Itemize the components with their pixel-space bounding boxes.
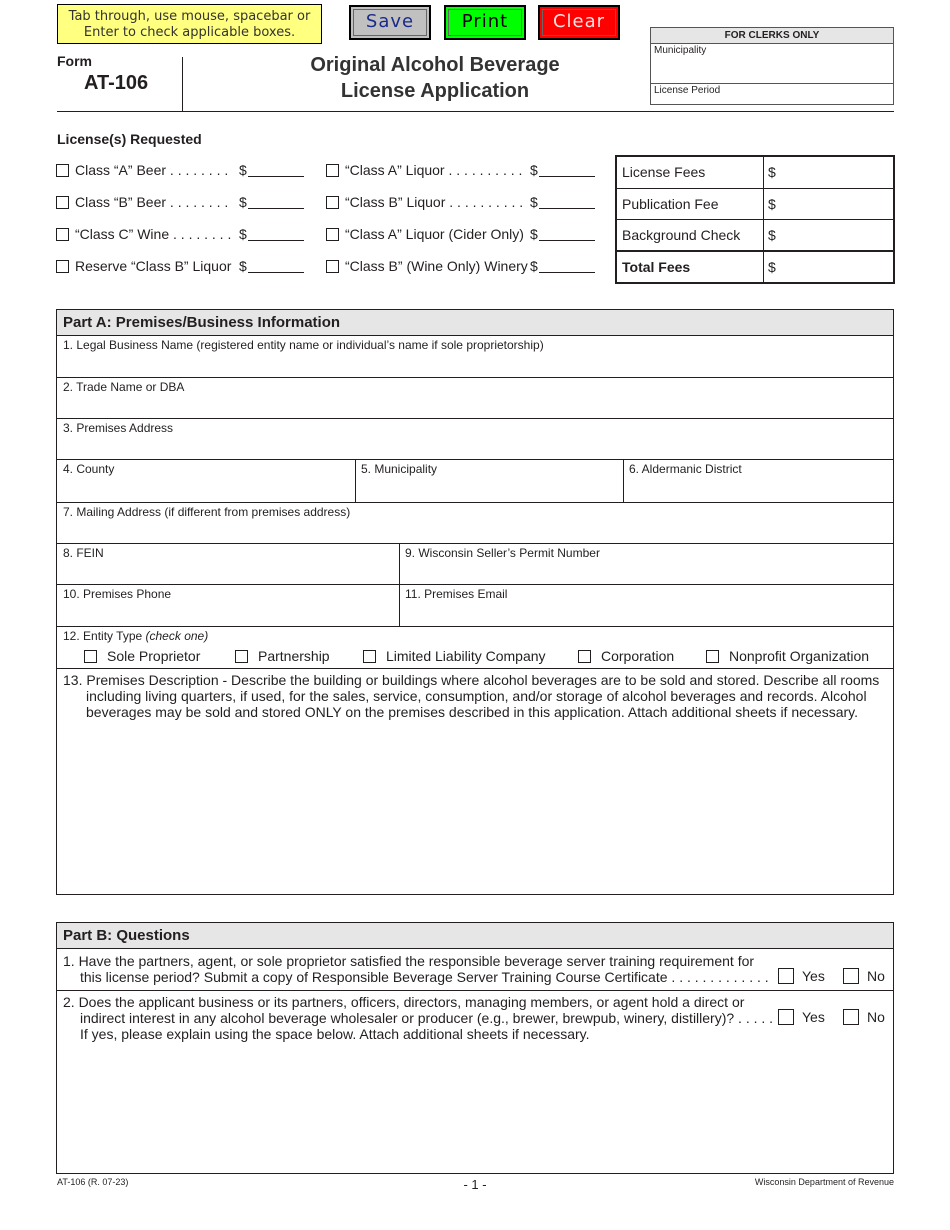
entity-corporation: [578, 648, 674, 664]
premises-description-line-2: including living quarters, if used, for the sales, service, consumption, and/or storage of alcohol beverages and records. Alcohol: [86, 688, 867, 704]
page-title: [260, 52, 610, 104]
county-label: 4. County: [63, 462, 115, 476]
print-button-label: Print: [461, 11, 509, 32]
class-b-beer-checkbox[interactable]: [56, 196, 69, 209]
premises-description-line-3: beverages may be sold and stored ONLY on the premises described in this application. Attach additional sheets if necessary.: [86, 704, 858, 720]
aldermanic-district-label: 6. Aldermanic District: [629, 462, 742, 476]
question-1-no-checkbox[interactable]: [843, 968, 859, 984]
clerks-only-box: [650, 27, 894, 105]
footer-revision: AT-106 (R. 07-23): [57, 1177, 129, 1187]
form-number: AT-106: [84, 72, 149, 94]
license-class-a-beer: [56, 162, 304, 178]
currency-symbol: $: [239, 226, 247, 242]
license-class-b-liquor: [326, 194, 595, 210]
question-2-yes-label: Yes: [802, 1009, 825, 1025]
class-a-liquor-cider-amount[interactable]: [539, 227, 595, 241]
publication-fee-amount[interactable]: $: [768, 196, 776, 212]
premises-description-line-1: 13. Premises Description - Describe the building or buildings where alcohol beverages are to be sold and stored. Describe all rooms: [63, 672, 880, 688]
background-check-amount[interactable]: $: [768, 227, 776, 243]
premises-phone-field[interactable]: [57, 585, 399, 627]
clear-button[interactable]: [538, 5, 620, 40]
llc-label: Limited Liability Company: [386, 648, 546, 664]
class-a-beer-amount[interactable]: [248, 163, 304, 177]
premises-email-label: 11. Premises Email: [405, 587, 508, 601]
mailing-address-label: 7. Mailing Address (if different from premises address): [63, 505, 351, 519]
reserve-class-b-liquor-label: Reserve “Class B” Liquor: [75, 258, 232, 274]
corporation-label: Corporation: [601, 648, 675, 664]
licenses-heading: License(s) Requested: [57, 131, 202, 147]
question-1-line-1: 1. Have the partners, agent, or sole proprietor satisfied the responsible beverage server training requirement for: [63, 953, 755, 969]
background-check-label: Background Check: [622, 227, 741, 243]
mailing-address-field[interactable]: [57, 503, 893, 544]
title-line-2: License Application: [340, 80, 530, 102]
clerk-license-period-label: License Period: [654, 85, 721, 96]
class-b-liquor-label: “Class B” Liquor . . . . . . . . . .: [345, 194, 524, 210]
class-a-liquor-cider-checkbox[interactable]: [326, 228, 339, 241]
class-b-wine-winery-amount[interactable]: [539, 259, 595, 273]
class-a-liquor-checkbox[interactable]: [326, 164, 339, 177]
reserve-class-b-liquor-amount[interactable]: [248, 259, 304, 273]
municipality-label: 5. Municipality: [361, 462, 438, 476]
premises-email-field[interactable]: [399, 585, 893, 627]
print-button[interactable]: [444, 5, 526, 40]
fein-field[interactable]: [57, 544, 399, 585]
header-divider: [182, 57, 183, 112]
background-check-row: [617, 220, 893, 252]
license-fees-label: License Fees: [622, 164, 706, 180]
license-reserve-class-b-liquor: [56, 258, 304, 274]
clerk-municipality-label: Municipality: [654, 45, 707, 56]
instructions-tip: Tab through, use mouse, spacebar or Enter to check applicable boxes.: [57, 4, 322, 44]
question-2-text: [63, 994, 773, 1042]
question-1-line-2: this license period? Submit a copy of Responsible Beverage Server Training Course Certificate . . . . . . . . . . . . .: [80, 969, 769, 985]
license-fees-row: [617, 157, 893, 189]
part-a-section: [56, 309, 894, 895]
currency-symbol: $: [239, 162, 247, 178]
clerks-only-heading: FOR CLERKS ONLY: [651, 28, 893, 44]
save-button-label: Save: [365, 11, 415, 32]
question-2-no-checkbox[interactable]: [843, 1009, 859, 1025]
trade-name-label: 2. Trade Name or DBA: [63, 380, 185, 394]
class-a-liquor-cider-label: “Class A” Liquor (Cider Only): [345, 226, 524, 242]
footer-page-number: - 1 -: [463, 1177, 487, 1192]
question-2-explanation-area[interactable]: [57, 1045, 893, 1173]
total-fees-amount[interactable]: $: [768, 259, 776, 275]
fees-table: [615, 155, 895, 284]
part-a-heading: Part A: Premises/Business Information: [57, 310, 893, 336]
license-class-b-beer: [56, 194, 304, 210]
question-1-yes: [778, 968, 825, 984]
legal-business-name-label: 1. Legal Business Name (registered entity name or individual’s name if sole proprietorship): [63, 338, 544, 352]
class-b-liquor-amount[interactable]: [539, 195, 595, 209]
publication-fee-label: Publication Fee: [622, 196, 719, 212]
currency-symbol: $: [239, 258, 247, 274]
trade-name-field[interactable]: [57, 378, 893, 419]
llc-checkbox[interactable]: [363, 650, 376, 663]
part-b-heading: Part B: Questions: [57, 923, 893, 949]
license-class-a-liquor: [326, 162, 595, 178]
question-2-yes: [778, 1009, 825, 1025]
question-1-no-label: No: [867, 968, 885, 984]
question-1-yes-checkbox[interactable]: [778, 968, 794, 984]
clerk-license-period-field[interactable]: [651, 84, 893, 104]
currency-symbol: $: [530, 258, 538, 274]
question-1-no: [843, 968, 885, 984]
total-fees-label: Total Fees: [622, 259, 691, 275]
entity-nonprofit: [706, 648, 869, 664]
currency-symbol: $: [239, 194, 247, 210]
premises-description-field[interactable]: [63, 672, 889, 720]
entity-llc: [363, 648, 546, 664]
question-2-line-3: If yes, please explain using the space below. Attach additional sheets if necessary.: [80, 1026, 590, 1042]
partnership-checkbox[interactable]: [235, 650, 248, 663]
entity-partnership: [235, 648, 330, 664]
premises-phone-label: 10. Premises Phone: [63, 587, 172, 601]
municipality-field[interactable]: [355, 460, 623, 503]
class-a-beer-label: Class “A” Beer . . . . . . . .: [75, 162, 229, 178]
class-b-liquor-checkbox[interactable]: [326, 196, 339, 209]
partnership-label: Partnership: [258, 648, 330, 664]
publication-fee-row: [617, 189, 893, 220]
county-field[interactable]: [57, 460, 355, 503]
clerk-municipality-field[interactable]: [651, 44, 893, 84]
license-class-b-wine-winery: [326, 258, 595, 274]
footer-agency: Wisconsin Department of Revenue: [754, 1177, 894, 1187]
currency-symbol: $: [530, 162, 538, 178]
save-button[interactable]: [349, 5, 431, 40]
class-c-wine-label: “Class C” Wine . . . . . . . .: [75, 226, 232, 242]
clear-button-label: Clear: [552, 11, 606, 32]
question-1-yes-label: Yes: [802, 968, 825, 984]
total-fees-row: [617, 252, 893, 282]
corporation-checkbox[interactable]: [578, 650, 591, 663]
title-line-1: Original Alcohol Beverage: [310, 54, 560, 76]
currency-symbol: $: [530, 226, 538, 242]
class-a-beer-checkbox[interactable]: [56, 164, 69, 177]
license-fees-amount[interactable]: $: [768, 164, 776, 180]
class-c-wine-amount[interactable]: [248, 227, 304, 241]
entity-type-label: 12. Entity Type: [63, 629, 143, 643]
nonprofit-label: Nonprofit Organization: [729, 648, 870, 664]
license-class-c-wine: [56, 226, 304, 242]
class-b-beer-amount[interactable]: [248, 195, 304, 209]
fein-label: 8. FEIN: [63, 546, 104, 560]
sellers-permit-label: 9. Wisconsin Seller’s Permit Number: [405, 546, 600, 560]
aldermanic-district-field[interactable]: [623, 460, 893, 503]
sole-proprietor-checkbox[interactable]: [84, 650, 97, 663]
part-b-section: [56, 922, 894, 1174]
header-rule: [57, 111, 894, 112]
legal-business-name-field[interactable]: [57, 336, 893, 378]
question-2-line-1: 2. Does the applicant business or its partners, officers, directors, managing members, or agent hold a direct or: [63, 994, 745, 1010]
license-class-a-liquor-cider: [326, 226, 595, 242]
entity-type-hint: (check one): [145, 629, 209, 643]
sellers-permit-field[interactable]: [399, 544, 893, 585]
entity-sole-proprietor: [84, 648, 200, 664]
reserve-class-b-liquor-checkbox[interactable]: [56, 260, 69, 273]
class-c-wine-checkbox[interactable]: [56, 228, 69, 241]
premises-address-label: 3. Premises Address: [63, 421, 174, 435]
class-b-wine-winery-label: “Class B” (Wine Only) Winery: [345, 258, 528, 274]
class-a-liquor-label: “Class A” Liquor . . . . . . . . . .: [345, 162, 523, 178]
question-2-yes-checkbox[interactable]: [778, 1009, 794, 1025]
class-b-beer-label: Class “B” Beer . . . . . . . .: [75, 194, 229, 210]
nonprofit-checkbox[interactable]: [706, 650, 719, 663]
question-2-line-2: indirect interest in any alcohol beverage wholesaler or producer (e.g., brewer, brewpub, winery, distillery)? . . . . .: [80, 1010, 774, 1026]
sole-proprietor-label: Sole Proprietor: [107, 648, 201, 664]
premises-address-field[interactable]: [57, 419, 893, 460]
question-1-text: [63, 953, 769, 985]
currency-symbol: $: [530, 194, 538, 210]
class-b-wine-winery-checkbox[interactable]: [326, 260, 339, 273]
form-label: Form: [57, 53, 92, 69]
question-2-no: [843, 1009, 885, 1025]
question-2-no-label: No: [867, 1009, 885, 1025]
class-a-liquor-amount[interactable]: [539, 163, 595, 177]
